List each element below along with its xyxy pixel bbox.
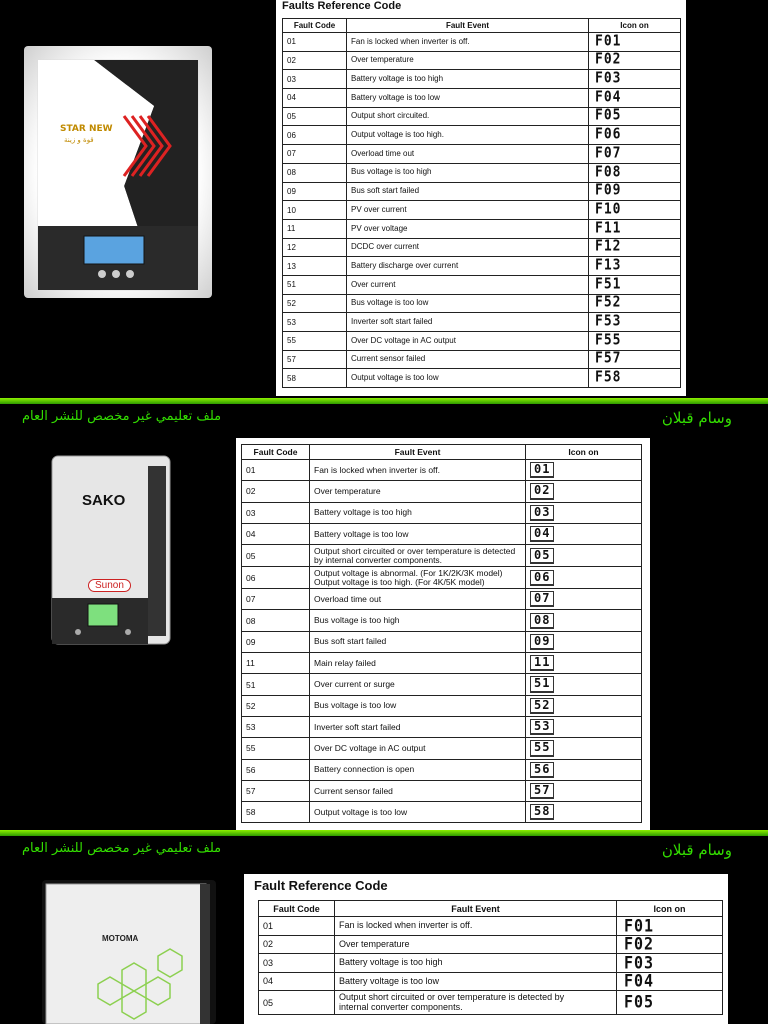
banner-author: وسام قبلان xyxy=(661,841,732,859)
fault-event-cell xyxy=(347,126,589,145)
inverter-illustration xyxy=(48,452,176,648)
fault-event-text: Bus soft start failed xyxy=(314,636,387,647)
fault-event-cell xyxy=(310,759,526,780)
table-row xyxy=(242,610,642,631)
icon-on-cell xyxy=(589,238,681,257)
table-row xyxy=(283,294,681,313)
fault-event-cell xyxy=(335,917,617,936)
table-row xyxy=(283,126,681,145)
header-fault-event: Fault Event xyxy=(310,445,526,460)
fault-event-text: Over DC voltage in AC output xyxy=(351,335,456,345)
fault-code-cell: 04 xyxy=(259,972,335,991)
fault-event-cell xyxy=(347,89,589,108)
table-row xyxy=(259,972,723,991)
fault-code-cell: 04 xyxy=(242,523,310,544)
lcd-fault-icon: F55 xyxy=(595,331,622,349)
icon-on-cell xyxy=(526,674,642,695)
fault-event-text: DCDC over current xyxy=(351,242,420,252)
header-fault-code: Fault Code xyxy=(259,901,335,917)
icon-on-cell xyxy=(589,350,681,369)
fault-event-cell xyxy=(310,631,526,652)
fault-event-cell xyxy=(310,589,526,610)
fault-code-cell: 13 xyxy=(283,257,347,276)
icon-on-cell xyxy=(589,182,681,201)
lcd-fault-icon: 06 xyxy=(530,570,554,586)
table-row xyxy=(242,653,642,674)
table-row xyxy=(242,523,642,544)
fault-event-cell xyxy=(347,313,589,332)
fault-code-cell: 01 xyxy=(283,33,347,52)
fault-event-text-line2: internal converter components. xyxy=(339,1001,463,1012)
fault-code-cell: 55 xyxy=(242,738,310,759)
fault-code-cell: 58 xyxy=(283,369,347,388)
fault-event-cell xyxy=(310,716,526,737)
fault-event-cell xyxy=(347,350,589,369)
fault-event-cell xyxy=(347,369,589,388)
fault-event-text: Current sensor failed xyxy=(314,785,393,796)
product-image-sako xyxy=(48,452,176,648)
header-fault-code: Fault Code xyxy=(283,19,347,33)
table-row xyxy=(259,991,723,1015)
fault-event-text: Over temperature xyxy=(339,938,410,949)
icon-on-cell xyxy=(617,991,723,1015)
lcd-fault-icon: F52 xyxy=(595,294,622,312)
table-row xyxy=(242,545,642,567)
lcd-fault-icon: F01 xyxy=(595,32,622,50)
table-row xyxy=(283,145,681,164)
table-row xyxy=(242,738,642,759)
lcd-fault-icon: 52 xyxy=(530,698,554,714)
fault-event-text: Battery voltage is too low xyxy=(314,528,409,539)
fault-event-text: Output voltage is too high. xyxy=(351,130,444,140)
fault-code-cell: 52 xyxy=(283,294,347,313)
fault-event-cell xyxy=(310,780,526,801)
fault-event-cell xyxy=(335,935,617,954)
product-brand-logo: STAR NEW xyxy=(60,124,113,134)
fault-code-cell: 08 xyxy=(242,610,310,631)
lcd-fault-icon: F53 xyxy=(595,312,622,331)
fault-event-cell xyxy=(347,70,589,89)
fault-code-cell: 03 xyxy=(259,954,335,973)
fault-code-cell: 02 xyxy=(242,481,310,502)
lcd-fault-icon: F57 xyxy=(595,350,622,368)
icon-on-cell xyxy=(589,257,681,276)
fault-event-cell xyxy=(310,460,526,481)
fault-code-cell: 07 xyxy=(242,589,310,610)
icon-on-cell xyxy=(526,567,642,589)
fault-code-cell: 07 xyxy=(283,145,347,164)
fault-code-cell: 09 xyxy=(242,631,310,652)
lcd-fault-icon: F04 xyxy=(595,88,622,106)
fault-event-text: Battery voltage is too high xyxy=(339,957,443,968)
fault-event-cell xyxy=(310,802,526,823)
fault-event-cell xyxy=(347,33,589,52)
table-row xyxy=(283,275,681,294)
fault-event-text: Battery voltage is too low xyxy=(351,92,440,102)
footer-banner-2 xyxy=(0,830,768,866)
icon-on-cell xyxy=(589,275,681,294)
fault-event-cell xyxy=(310,523,526,544)
fault-event-cell xyxy=(310,653,526,674)
lcd-fault-icon: 08 xyxy=(530,613,554,629)
lcd-fault-icon: F03 xyxy=(624,953,655,972)
icon-on-cell xyxy=(526,481,642,502)
icon-on-cell xyxy=(589,89,681,108)
table-row xyxy=(242,567,642,589)
fault-event-text: Overload time out xyxy=(351,148,415,158)
product-image-motoma xyxy=(42,880,216,1024)
fault-event-cell xyxy=(347,332,589,351)
banner-author: وسام قبلان xyxy=(661,409,732,427)
fault-code-cell: 08 xyxy=(283,163,347,182)
fault-code-cell: 05 xyxy=(242,545,310,567)
fault-code-cell: 53 xyxy=(283,313,347,332)
table-row xyxy=(283,182,681,201)
fault-event-cell xyxy=(335,991,617,1015)
fault-code-cell: 01 xyxy=(242,460,310,481)
fault-table-panel-2 xyxy=(236,438,650,830)
lcd-fault-icon: F06 xyxy=(595,125,622,144)
fault-event-cell xyxy=(347,145,589,164)
banner-divider xyxy=(0,830,768,836)
table-row xyxy=(283,219,681,238)
lcd-fault-icon: 03 xyxy=(530,505,554,521)
table-row xyxy=(259,917,723,936)
table-row xyxy=(242,802,642,823)
fault-event-cell xyxy=(347,219,589,238)
table-row xyxy=(283,70,681,89)
fault-code-cell: 57 xyxy=(242,780,310,801)
lcd-fault-icon: 02 xyxy=(530,483,554,499)
lcd-fault-icon: 11 xyxy=(530,655,554,671)
fault-code-cell: 51 xyxy=(283,275,347,294)
fault-code-cell: 51 xyxy=(242,674,310,695)
header-icon-on: Icon on xyxy=(526,445,642,460)
fault-event-text: PV over current xyxy=(351,204,407,214)
lcd-fault-icon: F05 xyxy=(624,992,655,1013)
table-row xyxy=(259,954,723,973)
fault-event-cell xyxy=(347,107,589,126)
fault-event-text: Output voltage is too low xyxy=(314,806,408,817)
icon-on-cell xyxy=(589,163,681,182)
icon-on-cell xyxy=(526,631,642,652)
lcd-fault-icon: 07 xyxy=(530,591,554,607)
table-row xyxy=(283,257,681,276)
table-row xyxy=(242,780,642,801)
table-row xyxy=(259,935,723,954)
fault-event-text: PV over voltage xyxy=(351,223,408,233)
fault-code-cell: 04 xyxy=(283,89,347,108)
fault-event-text: Battery voltage is too high xyxy=(314,507,412,518)
table-row xyxy=(242,481,642,502)
fault-event-cell xyxy=(347,182,589,201)
icon-on-cell xyxy=(526,653,642,674)
lcd-fault-icon: F58 xyxy=(595,368,622,387)
fault-event-text-line2: by internal converter components. xyxy=(314,554,443,565)
fault-code-cell: 53 xyxy=(242,716,310,737)
table-row xyxy=(242,460,642,481)
fault-code-cell: 56 xyxy=(242,759,310,780)
header-icon-on: Icon on xyxy=(589,19,681,33)
fault-code-cell: 12 xyxy=(283,238,347,257)
table-row xyxy=(283,332,681,351)
table-row xyxy=(283,369,681,388)
fault-event-cell xyxy=(335,954,617,973)
fault-table-panel-1 xyxy=(276,0,686,396)
product-brand-arabic: قوة و زينة xyxy=(64,136,94,144)
fault-event-text: Over temperature xyxy=(314,485,381,496)
banner-disclaimer: ملف تعليمي غير مخصص للنشر العام xyxy=(22,409,222,424)
fault-event-text: Over DC voltage in AC output xyxy=(314,742,426,753)
fault-event-text: Bus voltage is too low xyxy=(351,298,429,308)
fault-event-text: Over current xyxy=(351,279,396,289)
table-row xyxy=(242,759,642,780)
table-row xyxy=(242,695,642,716)
icon-on-cell xyxy=(526,545,642,567)
lcd-fault-icon: F02 xyxy=(595,51,622,69)
fault-event-text: Battery discharge over current xyxy=(351,260,459,270)
icon-on-cell xyxy=(526,716,642,737)
icon-on-cell xyxy=(526,695,642,716)
lcd-fault-icon: F05 xyxy=(595,107,622,125)
icon-on-cell xyxy=(526,759,642,780)
fault-event-cell xyxy=(310,567,526,589)
fault-event-text: Fan is locked when inverter is off. xyxy=(339,920,473,931)
fault-event-cell xyxy=(310,738,526,759)
table-row xyxy=(242,674,642,695)
icon-on-cell xyxy=(526,523,642,544)
icon-on-cell xyxy=(526,589,642,610)
fault-event-cell xyxy=(310,695,526,716)
table-row xyxy=(283,201,681,220)
icon-on-cell xyxy=(589,369,681,388)
table-row xyxy=(242,716,642,737)
table-row xyxy=(283,163,681,182)
fault-code-cell: 03 xyxy=(283,70,347,89)
lcd-fault-icon: F11 xyxy=(595,219,622,237)
inverter-illustration xyxy=(42,880,216,1024)
fault-code-cell: 05 xyxy=(259,991,335,1015)
header-fault-event: Fault Event xyxy=(347,19,589,33)
lcd-fault-icon: F09 xyxy=(595,182,622,200)
table-row xyxy=(242,502,642,523)
lcd-fault-icon: F03 xyxy=(595,69,622,88)
lcd-fault-icon: 55 xyxy=(530,740,554,756)
fault-code-cell: 01 xyxy=(259,917,335,936)
fault-code-cell: 06 xyxy=(283,126,347,145)
fault-event-cell xyxy=(347,238,589,257)
fault-code-cell: 10 xyxy=(283,201,347,220)
lcd-fault-icon: 51 xyxy=(530,676,554,692)
fault-event-text: Bus soft start failed xyxy=(351,186,420,196)
lcd-fault-icon: F08 xyxy=(595,163,622,181)
panel-title: Fault Reference Code xyxy=(254,878,388,893)
fault-event-text: Bus voltage is too low xyxy=(314,700,397,711)
fault-code-cell: 02 xyxy=(259,935,335,954)
lcd-fault-icon: 58 xyxy=(530,804,554,820)
lcd-fault-icon: F02 xyxy=(624,935,655,954)
icon-on-cell xyxy=(526,780,642,801)
table-row xyxy=(283,51,681,70)
lcd-fault-icon: 09 xyxy=(530,634,554,650)
icon-on-cell xyxy=(526,460,642,481)
icon-on-cell xyxy=(589,145,681,164)
banner-divider xyxy=(0,398,768,404)
fault-code-cell: 09 xyxy=(283,182,347,201)
fault-code-cell: 03 xyxy=(242,502,310,523)
icon-on-cell xyxy=(617,935,723,954)
lcd-fault-icon: F10 xyxy=(595,200,622,218)
lcd-fault-icon: F01 xyxy=(624,916,655,935)
fault-event-text: Output short circuited or over temperature is detected xyxy=(314,545,516,556)
product-brand-logo: SAKO xyxy=(82,492,126,509)
table-row xyxy=(283,313,681,332)
fault-table xyxy=(258,900,723,1015)
product-brand-logo: MOTOMA xyxy=(102,934,139,943)
icon-on-cell xyxy=(589,294,681,313)
fault-event-text: Inverter soft start failed xyxy=(351,316,433,326)
icon-on-cell xyxy=(617,917,723,936)
table-row xyxy=(283,33,681,52)
lcd-fault-icon: 05 xyxy=(530,548,554,564)
fault-event-text: Fan is locked when inverter is off. xyxy=(351,36,470,46)
lcd-fault-icon: 57 xyxy=(530,783,554,799)
fault-event-cell xyxy=(310,545,526,567)
icon-on-cell xyxy=(526,610,642,631)
fault-code-cell: 11 xyxy=(283,219,347,238)
fault-event-text: Battery voltage is too low xyxy=(339,975,440,986)
icon-on-cell xyxy=(589,51,681,70)
fault-code-cell: 05 xyxy=(283,107,347,126)
fault-event-text: Fan is locked when inverter is off. xyxy=(314,464,440,475)
fault-event-text: Overload time out xyxy=(314,593,382,604)
fault-event-cell xyxy=(347,294,589,313)
lcd-fault-icon: 53 xyxy=(530,719,554,735)
table-row xyxy=(283,238,681,257)
icon-on-cell xyxy=(589,201,681,220)
table-row xyxy=(283,350,681,369)
fault-event-cell xyxy=(347,275,589,294)
icon-on-cell xyxy=(526,738,642,759)
fault-code-cell: 52 xyxy=(242,695,310,716)
panel-title: Faults Reference Code xyxy=(282,0,402,12)
fault-event-cell xyxy=(310,481,526,502)
icon-on-cell xyxy=(589,33,681,52)
fault-event-text: Output voltage is too low xyxy=(351,373,439,383)
icon-on-cell xyxy=(617,954,723,973)
footer-banner-1 xyxy=(0,398,768,434)
fault-code-cell: 55 xyxy=(283,332,347,351)
fault-event-text: Battery connection is open xyxy=(314,764,415,775)
fault-event-text: Current sensor failed xyxy=(351,354,426,364)
icon-on-cell xyxy=(589,126,681,145)
fault-event-cell xyxy=(347,201,589,220)
lcd-fault-icon: F51 xyxy=(595,275,622,293)
lcd-fault-icon: 04 xyxy=(530,526,554,542)
lcd-fault-icon: 01 xyxy=(530,462,554,478)
fault-event-cell xyxy=(310,674,526,695)
table-row xyxy=(283,89,681,108)
icon-on-cell xyxy=(526,502,642,523)
lcd-fault-icon: F12 xyxy=(595,238,622,256)
inverter-illustration xyxy=(24,46,212,298)
fault-event-cell xyxy=(310,610,526,631)
fault-event-text: Output short circuited or over temperature is detected by xyxy=(339,992,565,1003)
icon-on-cell xyxy=(589,107,681,126)
icon-on-cell xyxy=(526,802,642,823)
fault-event-cell xyxy=(347,163,589,182)
table-row xyxy=(283,107,681,126)
table-row xyxy=(242,589,642,610)
header-fault-event: Fault Event xyxy=(335,901,617,917)
fault-table xyxy=(241,444,642,823)
product-model-label: Sunon xyxy=(88,579,131,592)
fault-code-cell: 11 xyxy=(242,653,310,674)
lcd-fault-icon: F04 xyxy=(624,972,655,991)
header-fault-code: Fault Code xyxy=(242,445,310,460)
fault-event-cell xyxy=(335,972,617,991)
icon-on-cell xyxy=(589,219,681,238)
fault-event-text: Output voltage is abnormal. (For 1K/2K/3K model) xyxy=(314,567,503,578)
fault-table-panel-3 xyxy=(244,874,728,1024)
fault-event-cell xyxy=(310,502,526,523)
icon-on-cell xyxy=(589,313,681,332)
fault-event-text: Output short circuited. xyxy=(351,111,430,121)
fault-event-cell xyxy=(347,51,589,70)
icon-on-cell xyxy=(617,972,723,991)
fault-event-text: Inverter soft start failed xyxy=(314,721,401,732)
product-image-star-new xyxy=(24,46,212,298)
fault-code-cell: 02 xyxy=(283,51,347,70)
lcd-fault-icon: F13 xyxy=(595,256,622,274)
fault-code-cell: 57 xyxy=(283,350,347,369)
fault-event-text-line2: Output voltage is too high. (For 4K/5K model) xyxy=(314,576,485,587)
fault-code-cell: 06 xyxy=(242,567,310,589)
fault-event-text: Bus voltage is too high xyxy=(351,167,432,177)
header-icon-on: Icon on xyxy=(617,901,723,917)
fault-event-text: Over current or surge xyxy=(314,679,395,690)
icon-on-cell xyxy=(589,70,681,89)
lcd-fault-icon: F07 xyxy=(595,144,622,162)
fault-event-text: Battery voltage is too high xyxy=(351,74,444,84)
fault-code-cell: 58 xyxy=(242,802,310,823)
lcd-fault-icon: 56 xyxy=(530,762,554,778)
table-row xyxy=(242,631,642,652)
fault-event-cell xyxy=(347,257,589,276)
banner-disclaimer: ملف تعليمي غير مخصص للنشر العام xyxy=(22,841,222,856)
fault-event-text: Main relay failed xyxy=(314,657,376,668)
fault-event-text: Over temperature xyxy=(351,55,414,65)
fault-table xyxy=(282,18,681,388)
fault-event-text: Bus voltage is too high xyxy=(314,615,400,626)
icon-on-cell xyxy=(589,332,681,351)
